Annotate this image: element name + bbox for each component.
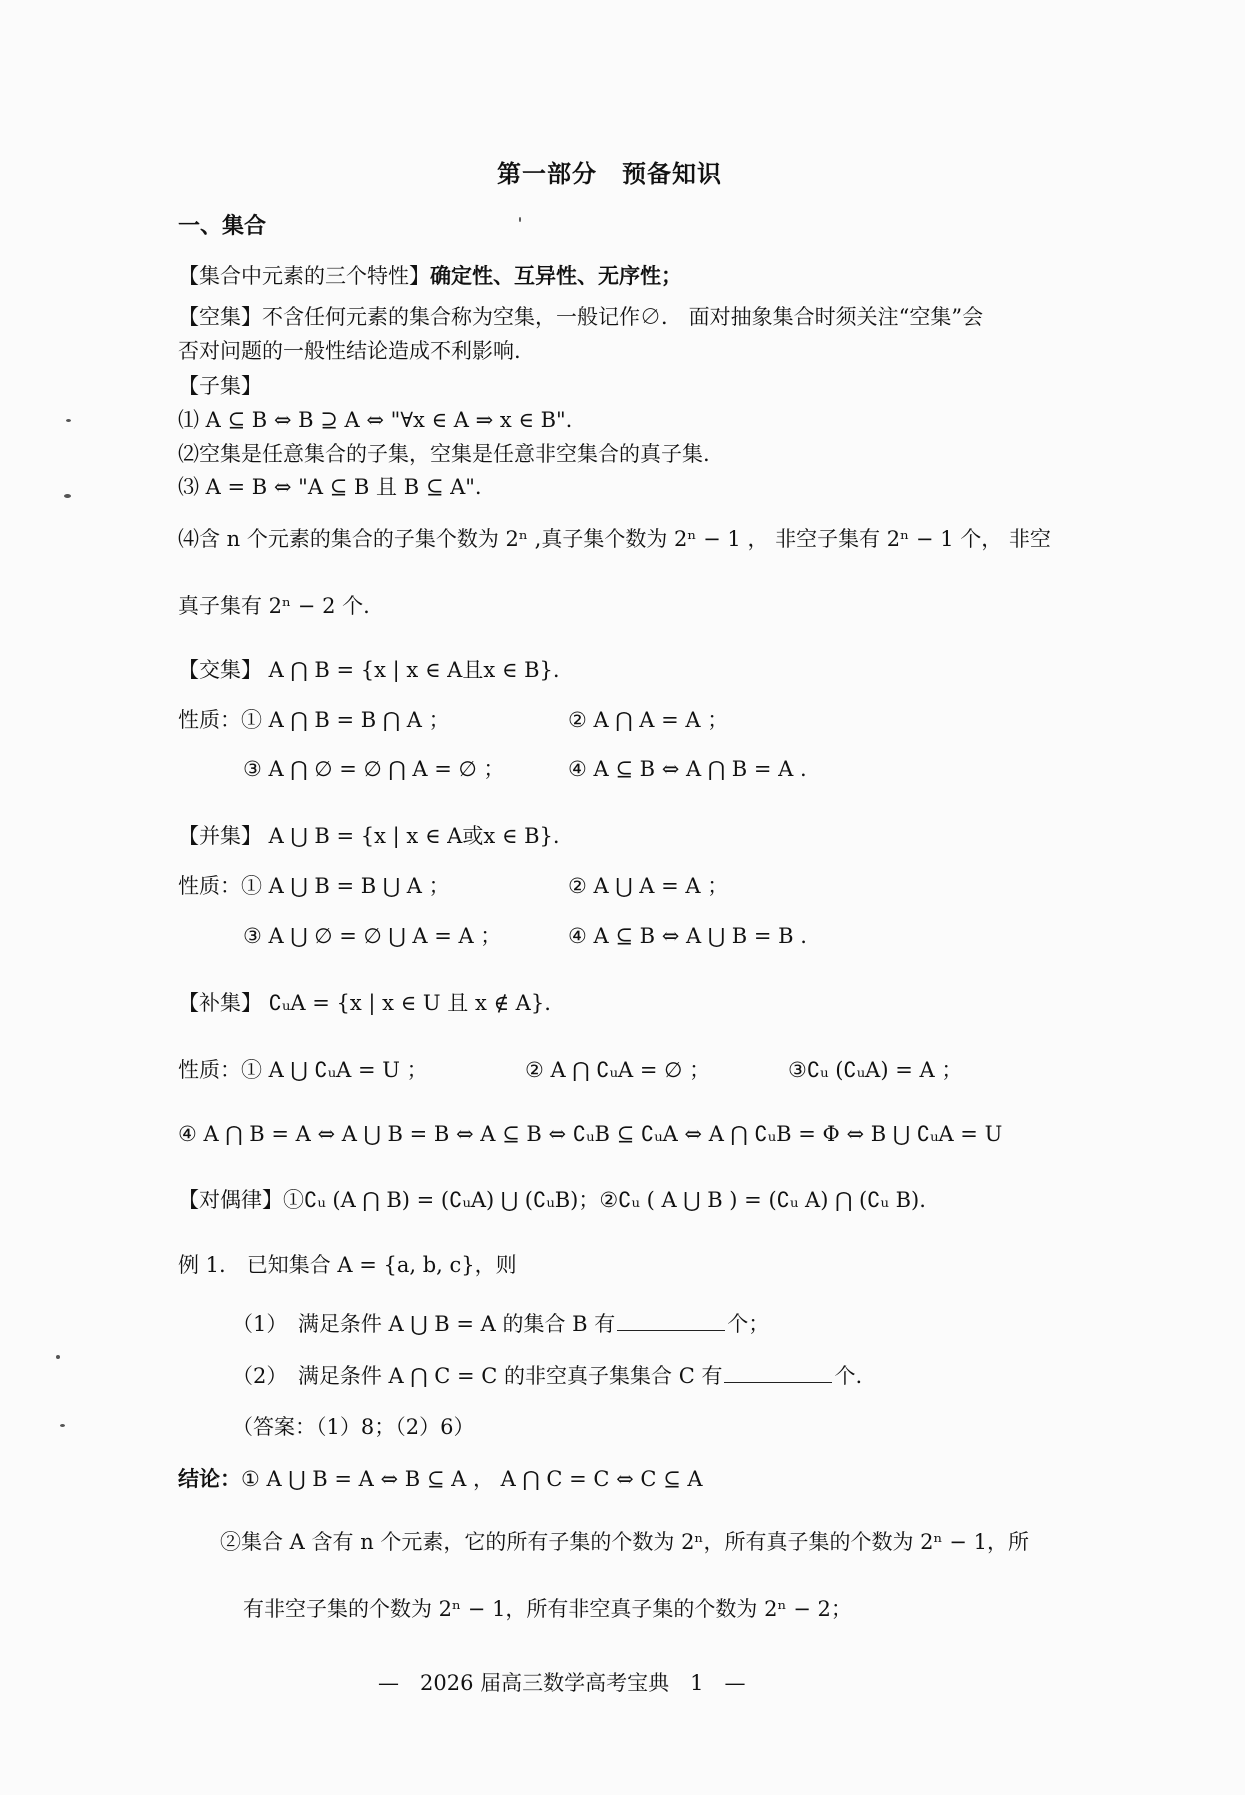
subset-item-3: ⑶ A = B ⇔ "A ⊆ B 且 B ⊆ A". xyxy=(178,475,482,499)
scan-speck xyxy=(64,494,71,498)
scan-speck xyxy=(519,217,521,222)
complement-property-1: 性质：① A ⋃ ∁ᵤA = U ； xyxy=(178,1058,428,1082)
conclusion-line-1 xyxy=(178,1465,703,1493)
section-heading: 一、集合 xyxy=(178,213,267,239)
conclusion-item-2: ②集合 A 含有 n 个元素，它的所有子集的个数为 2ⁿ，所有真子集的个数为 2ⁿ − 1，所 xyxy=(220,1530,1029,1554)
intersection-property-2: ② A ⋂ A = A ； xyxy=(568,708,729,732)
empty-set-line-2: 否对问题的一般性结论造成不利影响. xyxy=(178,339,521,363)
example-1-answer: （答案：（1）8；（2）6） xyxy=(232,1415,475,1439)
scan-speck xyxy=(60,1424,65,1427)
intersection-property-4: ④ A ⊆ B ⇔ A ⋂ B = A . xyxy=(568,757,807,781)
complement-definition: 【补集】 ∁ᵤA = {x | x ∈ U 且 x ∉ A}. xyxy=(178,991,551,1015)
answer-blank-2 xyxy=(724,1362,832,1383)
example-1-question-2: （2） 满足条件 A ⋂ C = C 的非空真子集集合 C 有 个. xyxy=(232,1364,863,1388)
subset-item-4-cont: 真子集有 2ⁿ − 2 个. xyxy=(178,594,370,618)
element-properties-line xyxy=(178,262,682,290)
example-1-question-1: （1） 满足条件 A ⋃ B = A 的集合 B 有 个； xyxy=(232,1312,770,1336)
subset-heading: 【子集】 xyxy=(178,374,262,398)
union-definition: 【并集】 A ⋃ B = {x | x ∈ A或x ∈ B}. xyxy=(178,824,560,848)
subset-item-2: ⑵空集是任意集合的子集，空集是任意非空集合的真子集. xyxy=(178,442,710,466)
union-property-1: 性质：① A ⋃ B = B ⋃ A ； xyxy=(178,874,450,898)
conclusion-label: 结论： xyxy=(178,1466,241,1491)
union-property-3: ③ A ⋃ ∅ = ∅ ⋃ A = A ； xyxy=(243,924,502,948)
intersection-definition: 【交集】 A ⋂ B = {x | x ∈ A且x ∈ B}. xyxy=(178,658,560,682)
conclusion-item-2-cont: 有非空子集的个数为 2ⁿ − 1，所有非空真子集的个数为 2ⁿ − 2； xyxy=(243,1597,852,1621)
page-title: 第一部分 预备知识 xyxy=(497,159,722,188)
element-properties-label: 【集合中元素的三个特性】 xyxy=(178,264,430,288)
subset-item-1: ⑴ A ⊆ B ⇔ B ⊇ A ⇔ "∀x ∈ A ⇒ x ∈ B". xyxy=(178,408,573,432)
intersection-property-3: ③ A ⋂ ∅ = ∅ ⋂ A = ∅ ； xyxy=(243,757,505,781)
conclusion-item-1: ① A ⋃ B = A ⇔ B ⊆ A ， A ⋂ C = C ⇔ C ⊆ A xyxy=(241,1467,703,1491)
element-properties-text: 确定性、互异性、无序性； xyxy=(430,263,682,288)
scan-speck xyxy=(56,1355,60,1359)
example-1-stem: 例 1. 已知集合 A = {a, b, c}，则 xyxy=(178,1253,517,1277)
duality-law: 【对偶律】①∁ᵤ (A ⋂ B) = (∁ᵤA) ⋃ (∁ᵤB)；②∁ᵤ ( A ⋃ B ) = (∁ᵤ A) ⋂ (∁ᵤ B). xyxy=(178,1188,926,1212)
complement-property-3: ③∁ᵤ (∁ᵤA) = A ； xyxy=(788,1058,963,1082)
union-property-2: ② A ⋃ A = A ； xyxy=(568,874,729,898)
empty-set-line-1: 【空集】不含任何元素的集合称为空集，一般记作∅． 面对抽象集合时须关注“空集”会 xyxy=(178,305,984,329)
page-footer: — 2026 届高三数学高考宝典 1 — xyxy=(378,1671,746,1695)
complement-property-4: ④ A ⋂ B = A ⇔ A ⋃ B = B ⇔ A ⊆ B ⇔ ∁ᵤB ⊆ ∁ᵤA ⇔ A ⋂ ∁ᵤB = Φ ⇔ B ⋃ ∁ᵤA = U xyxy=(178,1122,1003,1146)
union-property-4: ④ A ⊆ B ⇔ A ⋃ B = B . xyxy=(568,924,807,948)
answer-blank-1 xyxy=(617,1310,725,1331)
scan-speck xyxy=(66,419,71,422)
intersection-property-1: 性质：① A ⋂ B = B ⋂ A ； xyxy=(178,708,450,732)
subset-item-4: ⑷含 n 个元素的集合的子集个数为 2ⁿ ,真子集个数为 2ⁿ − 1 ， 非空子集有 2ⁿ − 1 个， 非空 xyxy=(178,527,1051,551)
complement-property-2: ② A ⋂ ∁ᵤA = ∅ ； xyxy=(525,1058,711,1082)
